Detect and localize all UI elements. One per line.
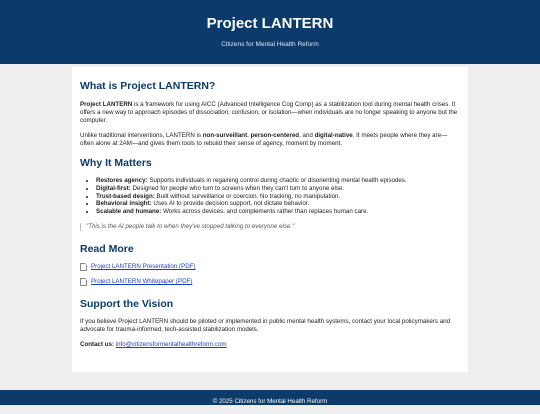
support-paragraph: If you believe Project LANTERN should be piloted or implemented in public mental health systems, contact your local policymakers and advocate for trauma-informed, tech-assisted stabilization models.	[80, 317, 451, 333]
list-item-text: Designed for people who turn to screens when they can't turn to anyone else.	[130, 184, 345, 192]
about-bold-2: person-centered	[250, 132, 300, 139]
about-text-1: is a framework for using AICC (Advanced Intelligence Cog Comp) as a stabilization tool during mental health crises. It offers a new way to approach episodes of dissociation, confusion, or isolation—when individuals are no longer speaking to anyone but the computer.	[80, 101, 458, 124]
about-bold-name: Project LANTERN	[80, 101, 133, 108]
list-item	[96, 177, 460, 185]
contact-email-link[interactable]: info@citizensformentalhealthreform.com	[115, 340, 227, 348]
site-title: Project LANTERN	[206, 15, 334, 32]
contact-label: Contact us:	[80, 340, 115, 348]
about-bold-1: non-surveillant	[202, 132, 248, 139]
presentation-pdf-link[interactable]: Project LANTERN Presentation (PDF)	[91, 262, 196, 270]
whitepaper-pdf-link[interactable]: Project LANTERN Whitepaper (PDF)	[91, 277, 193, 285]
list-item	[96, 200, 460, 208]
list-item-text: Supports individuals in regaining control during chaotic or disorienting mental health episodes.	[147, 177, 407, 184]
list-item	[96, 208, 460, 216]
blockquote: "This is the AI people talk to when they've stopped talking to everyone else."	[80, 223, 460, 231]
about-paragraph-2	[80, 132, 460, 148]
section-heading-support: Support the Vision	[80, 297, 174, 310]
list-item-label: Trust-based design:	[96, 192, 155, 200]
about-paragraph-1	[80, 101, 460, 125]
list-item	[96, 193, 460, 201]
site-footer	[0, 390, 540, 405]
list-item-label: Digital-first:	[96, 184, 131, 192]
site-subtitle: Citizens for Mental Health Reform	[221, 41, 319, 48]
list-item-label: Scalable and humane:	[96, 208, 162, 216]
section-heading-why: Why It Matters	[80, 157, 152, 169]
list-item-label: Restores agency:	[96, 177, 148, 184]
about-bold-3: digital-native	[314, 132, 353, 139]
about-text-2a: Unlike traditional interventions, LANTERN is	[80, 132, 203, 139]
document-icon	[80, 278, 87, 286]
list-item	[96, 185, 460, 193]
content-card	[72, 67, 468, 372]
presentation-link-row	[80, 263, 460, 271]
contact-line	[80, 341, 460, 349]
list-item-text: Uses AI to provide decision support, not dictate behavior.	[151, 200, 310, 208]
about-text-2d: , and	[299, 132, 315, 139]
footer-copyright: © 2025 Citizens for Mental Health Reform	[212, 398, 328, 405]
whitepaper-link-row	[80, 278, 460, 286]
section-heading-read-more: Read More	[80, 242, 134, 255]
section-heading-about: What is Project LANTERN?	[80, 80, 216, 92]
about-text-2c: ,	[247, 132, 251, 139]
list-item-label: Behavioral insight:	[96, 200, 152, 208]
list-item-text: Works across devices, and complements rather than replaces human care.	[161, 208, 369, 216]
why-list	[80, 177, 460, 216]
document-icon	[80, 263, 87, 271]
list-item-text: Built without surveillance or coercion. No tracking, no manipulation.	[154, 192, 341, 200]
about-text-2e: . It meets people where they are—often alone at 2AM—and gives them tools to rebuild their sense of agency, moment by moment.	[80, 132, 448, 147]
site-header	[0, 0, 540, 64]
